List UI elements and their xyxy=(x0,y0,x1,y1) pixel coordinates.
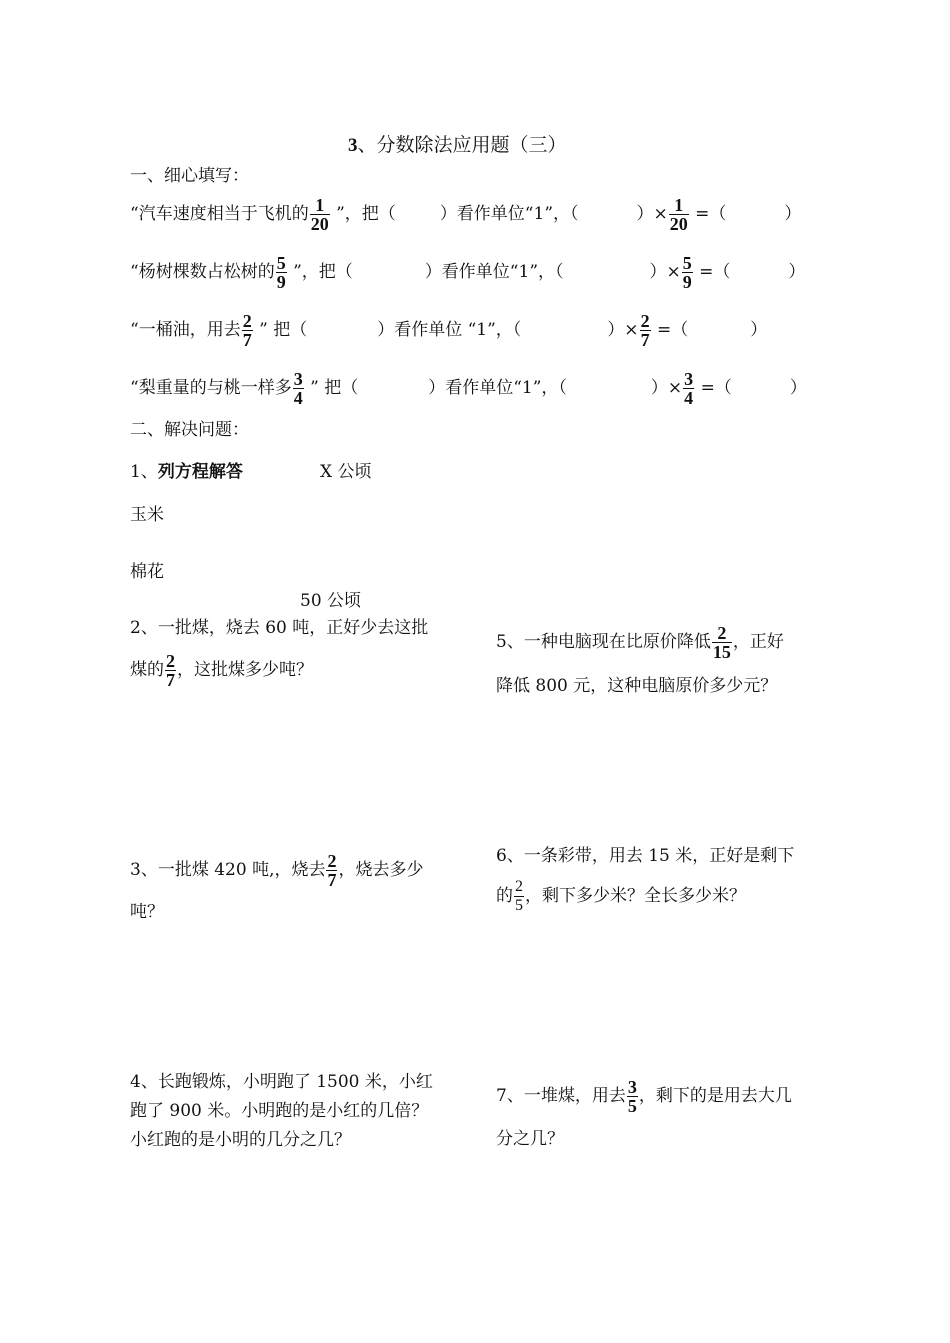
question-6-line2: 的 $\frac{2}{5}$ ，剩下多少米？全长多少米？ xyxy=(496,878,746,914)
page-title: 3、分数除法应用题（三） xyxy=(348,134,567,156)
fill-row-4: “梨重量的与桃一样多 $\frac{3}{4}$ ” 把（ ）看作单位“1”，（ ）× $\frac{3}{4}$ =（ ） xyxy=(130,369,807,408)
question-2-line1: 2、一批煤，烧去 60 吨，正好少去这批 xyxy=(130,618,429,638)
unknown-area-label: X 公顷 xyxy=(320,462,372,482)
question-4-line1: 4、长跑锻炼，小明跑了 1500 米，小红 xyxy=(130,1072,433,1092)
fill-row-3: “一桶油，用去 $\frac{2}{7}$ ” 把（ ）看作单位 “1”，（ ）× $\frac{2}{7}$ =（ ） xyxy=(130,311,768,350)
section2-heading: 二、解决问题： xyxy=(130,420,249,440)
question-7-line2: 分之几？ xyxy=(496,1129,564,1149)
question-7-line1: 7、一堆煤，用去 $\frac{3}{5}$ ，剩下的是用去大几 xyxy=(496,1077,792,1116)
question-4-line2: 跑了 900 米。小明跑的是小红的几倍？ xyxy=(130,1101,429,1121)
question-3-line1: 3、一批煤 420 吨,，烧去 $\frac{2}{7}$ ，烧去多少 xyxy=(130,851,424,890)
question-2-line2: 煤的 $\frac{2}{7}$ ，这批煤多少吨？ xyxy=(130,651,313,690)
question-5-line1: 5、一种电脑现在比原价降低 $\frac{2}{15}$ ，正好 xyxy=(496,623,784,662)
question-3-line2: 吨？ xyxy=(130,902,164,922)
section1-heading: 一、细心填写： xyxy=(130,166,249,186)
fill-row-1: “汽车速度相当于飞机的 $\frac{1}{20}$ ”，把（ ）看作单位“1”，（ ）× $\frac{1}{20}$ =（ ） xyxy=(130,195,802,234)
cotton-label: 棉花 xyxy=(130,562,164,582)
corn-label: 玉米 xyxy=(130,505,164,525)
question-4-line3: 小红跑的是小明的几分之几？ xyxy=(130,1130,351,1150)
question-5-line2: 降低 800 元，这种电脑原价多少元？ xyxy=(496,676,778,696)
question-1: 1、列方程解答 xyxy=(130,462,243,482)
fill-row-2: “杨树棵数占松树的 $\frac{5}{9}$ ”，把（ ）看作单位“1”，（ ）× $\frac{5}{9}$ =（ ） xyxy=(130,253,806,292)
fraction-1-20: $\frac{1}{20}$ xyxy=(310,195,329,234)
known-area-label: 50 公顷 xyxy=(300,591,362,611)
question-6-line1: 6、一条彩带，用去 15 米，正好是剩下 xyxy=(496,846,795,866)
